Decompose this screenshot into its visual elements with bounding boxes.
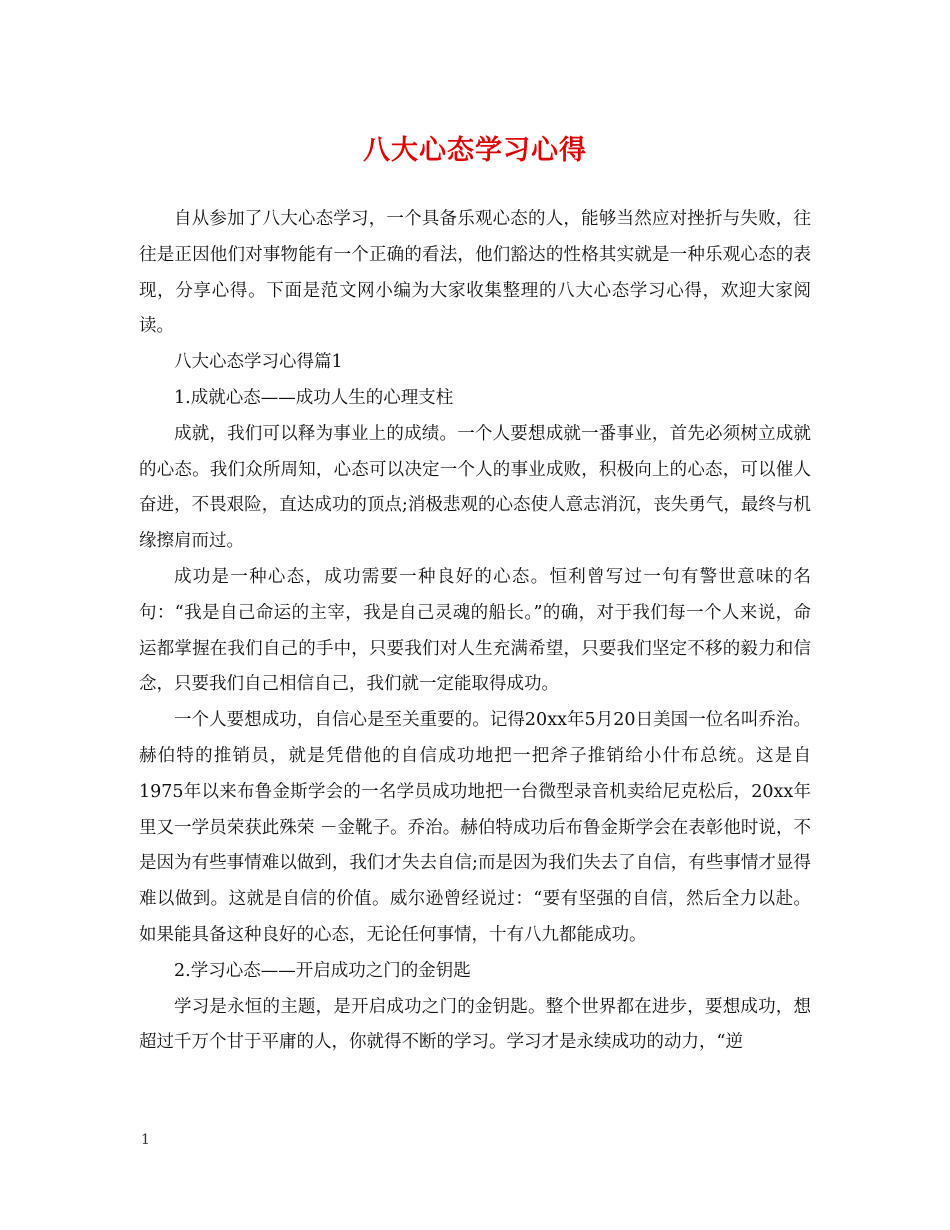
body-paragraph: 一个人要想成功，自信心是至关重要的。记得20xx年5月20日美国一位名叫乔治。赫伯特的推销员，就是凭借他的自信成功地把一把斧子推销给小什布总统。这是自1975年以来布鲁金斯学会的一名学员成功地把一台微型录音机卖给尼克松后，20xx年里又一学员荣获此殊荣 －金靴子。乔治。赫伯特成功后布鲁金斯学会在表彰他时说，不是因为有些事情难以做到，我们才失去自信;而是因为我们失去了自信，有些事情才显得难以做到。这就是自信的价值。威尔逊曾经说过：“要有坚强的自信，然后全力以赴。如果能具备这种良好的心态，无论任何事情，十有八九都能成功。	[139, 710, 811, 945]
body-paragraph: 学习是永恒的主题，是开启成功之门的金钥匙。整个世界都在进步，要想成功，想超过千万个甘于平庸的人，你就得不断的学习。学习才是永续成功的动力，“逆	[139, 996, 811, 1053]
section-heading: 八大心态学习心得篇1	[174, 352, 343, 373]
subheading-learning: 2.学习心态——开启成功之门的金钥匙	[174, 960, 471, 981]
document-title: 八大心态学习心得	[363, 135, 587, 166]
body-paragraph: 成就，我们可以释为事业上的成绩。一个人要想成就一番事业，首先必须树立成就的心态。我们众所周知，心态可以决定一个人的事业成败，积极向上的心态，可以催人奋进，不畏艰险，直达成功的顶点;消极悲观的心态使人意志消沉，丧失勇气，最终与机缘擦肩而过。	[139, 423, 811, 552]
page-number: 1	[141, 1132, 150, 1148]
subheading-achievement: 1.成就心态——成功人生的心理支柱	[174, 387, 454, 408]
intro-paragraph: 自从参加了八大心态学习，一个具备乐观心态的人，能够当然应对挫折与失败，往往是正因他们对事物能有一个正确的看法，他们豁达的性格其实就是一种乐观心态的表现，分享心得。下面是范文网小编为大家收集整理的八大心态学习心得，欢迎大家阅读。	[139, 209, 811, 337]
document-body	[139, 202, 811, 1061]
body-paragraph: 成功是一种心态，成功需要一种良好的心态。恒利曾写过一句有警世意味的名句：“我是自己命运的主宰，我是自己灵魂的船长。”的确，对于我们每一个人来说，命运都掌握在我们自己的手中，只要我们对人生充满希望，只要我们坚定不移的毅力和信念，只要我们自己相信自己，我们就一定能取得成功。	[139, 566, 811, 695]
